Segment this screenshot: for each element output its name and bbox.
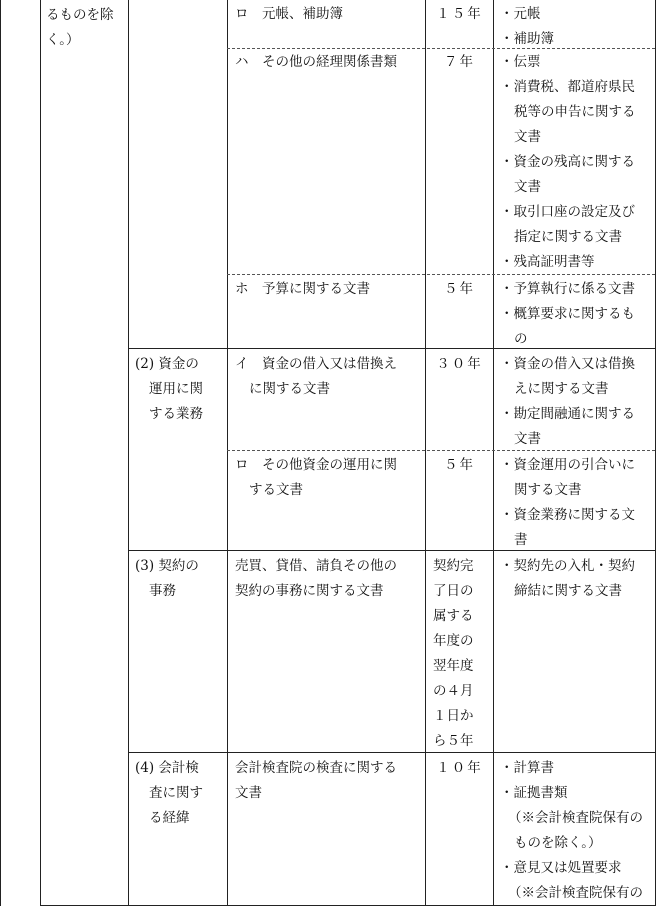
cell-line: ホ 予算に関する文書 <box>235 281 370 297</box>
document-cell <box>235 2 343 27</box>
list-item-continuation: 指定に関する文書 <box>514 229 622 245</box>
list-item-continuation: 文書 <box>514 179 541 195</box>
list-item: ・伝票 <box>500 54 541 70</box>
document-cell <box>235 453 397 503</box>
row-divider <box>227 48 655 49</box>
list-item-continuation: 関する文書 <box>514 482 582 498</box>
cell-line: 会計検査院の検査に関する <box>235 760 397 776</box>
column-divider <box>40 0 41 906</box>
cell-line: する業務 <box>149 406 203 422</box>
list-item-note: （※会計検査院保有の <box>508 885 643 901</box>
list-item: ・勘定間融通に関する <box>500 406 635 422</box>
cell-line: ３０年 <box>436 356 483 372</box>
retention-period-cell <box>426 756 493 781</box>
cell-line: 翌年度 <box>433 658 474 674</box>
list-item: ・補助簿 <box>500 31 554 47</box>
cell-line: るものを除 <box>46 7 114 23</box>
cell-line: ハ その他の経理関係書類 <box>235 54 397 70</box>
cell-line: く。） <box>46 32 80 48</box>
cell-line: る経緯 <box>149 810 190 826</box>
column-divider <box>128 0 129 906</box>
examples-cell <box>500 352 635 452</box>
list-item-continuation: 書 <box>514 532 528 548</box>
retention-period-cell <box>426 453 493 478</box>
retention-period-cell <box>426 2 493 27</box>
cell-line: １０年 <box>436 760 483 776</box>
row-divider <box>128 752 655 753</box>
list-item-continuation: 締結に関する文書 <box>514 583 622 599</box>
cell-line: 契約完 <box>433 558 474 574</box>
category-cell <box>135 554 199 604</box>
list-item: ・概算要求に関するも <box>500 306 635 322</box>
cell-line: する文書 <box>249 482 303 498</box>
cell-line: 文書 <box>235 785 262 801</box>
cell-line: (3) 契約の <box>135 558 199 574</box>
retention-period-cell <box>426 277 493 302</box>
cell-line: の４月 <box>433 683 474 699</box>
examples-cell <box>500 453 635 553</box>
cell-line: ５年 <box>444 457 475 473</box>
list-item: ・証拠書類 <box>500 785 568 801</box>
cell-line: 年度の <box>433 633 474 649</box>
document-cell <box>235 50 397 75</box>
list-item: ・計算書 <box>500 760 554 776</box>
cell-line: １５年 <box>436 6 483 22</box>
list-item: ・元帳 <box>500 6 541 22</box>
cell-line: ７年 <box>444 54 475 70</box>
cell-line: 運用に関 <box>149 381 203 397</box>
table-border-left <box>0 0 1 906</box>
cell-line: 契約の事務に関する文書 <box>235 583 384 599</box>
cell-line: 事務 <box>149 583 176 599</box>
cell-line: １日か <box>433 708 474 724</box>
table-border-right <box>655 0 656 906</box>
list-item-continuation: 税等の申告に関する <box>514 104 636 120</box>
cell-line: イ 資金の借入又は借換え <box>235 356 397 372</box>
list-item-continuation: 文書 <box>514 129 541 145</box>
list-item: ・消費税、都道府県民 <box>500 79 635 95</box>
category-cell <box>135 352 203 427</box>
cell-line: 属する <box>433 608 474 624</box>
list-item: ・残高証明書等 <box>500 254 595 270</box>
cell-line: に関する文書 <box>249 381 330 397</box>
list-item-continuation: の <box>514 331 528 347</box>
list-item: ・意見又は処置要求 <box>500 860 622 876</box>
list-item: ・取引口座の設定及び <box>500 204 635 220</box>
cell-line: ５年 <box>444 281 475 297</box>
cell-line: (2) 資金の <box>135 356 199 372</box>
examples-cell <box>500 277 635 352</box>
document-cell <box>235 756 397 806</box>
list-item: ・契約先の入札・契約 <box>500 558 635 574</box>
document-cell <box>235 554 397 604</box>
cell-line: 売買、貸借、請負その他の <box>235 558 397 574</box>
category-cell <box>135 756 203 831</box>
cell-line: ロ 元帳、補助簿 <box>235 6 343 22</box>
list-item: ・資金業務に関する文 <box>500 507 635 523</box>
document-cell <box>235 277 370 302</box>
examples-cell <box>500 2 554 52</box>
list-item: ・資金の残高に関する <box>500 154 635 170</box>
list-item: ・予算執行に係る文書 <box>500 281 635 297</box>
list-item: ・資金の借入又は借換 <box>500 356 635 372</box>
cell-line: 了日の <box>433 583 474 599</box>
examples-cell <box>500 756 643 906</box>
list-item: ・資金運用の引合いに <box>500 457 635 473</box>
examples-cell <box>500 50 636 275</box>
document-cell <box>235 352 397 402</box>
retention-period-cell <box>426 50 493 75</box>
column-divider <box>227 0 228 906</box>
list-item-note: （※会計検査院保有の <box>508 810 643 826</box>
cell-line: (4) 会計検 <box>135 760 199 776</box>
list-item-continuation: ものを除く。） <box>514 835 602 851</box>
list-item-continuation: えに関する文書 <box>514 381 609 397</box>
cell-line: 査に関す <box>149 785 203 801</box>
list-item-continuation: 文書 <box>514 431 541 447</box>
cell-line: ロ その他資金の運用に関 <box>235 457 397 473</box>
examples-cell <box>500 554 635 604</box>
retention-period-cell <box>433 554 474 754</box>
cell-line: ら５年 <box>433 733 474 749</box>
retention-period-cell <box>426 352 493 377</box>
document-type-cell <box>46 3 114 53</box>
column-divider <box>493 0 494 906</box>
